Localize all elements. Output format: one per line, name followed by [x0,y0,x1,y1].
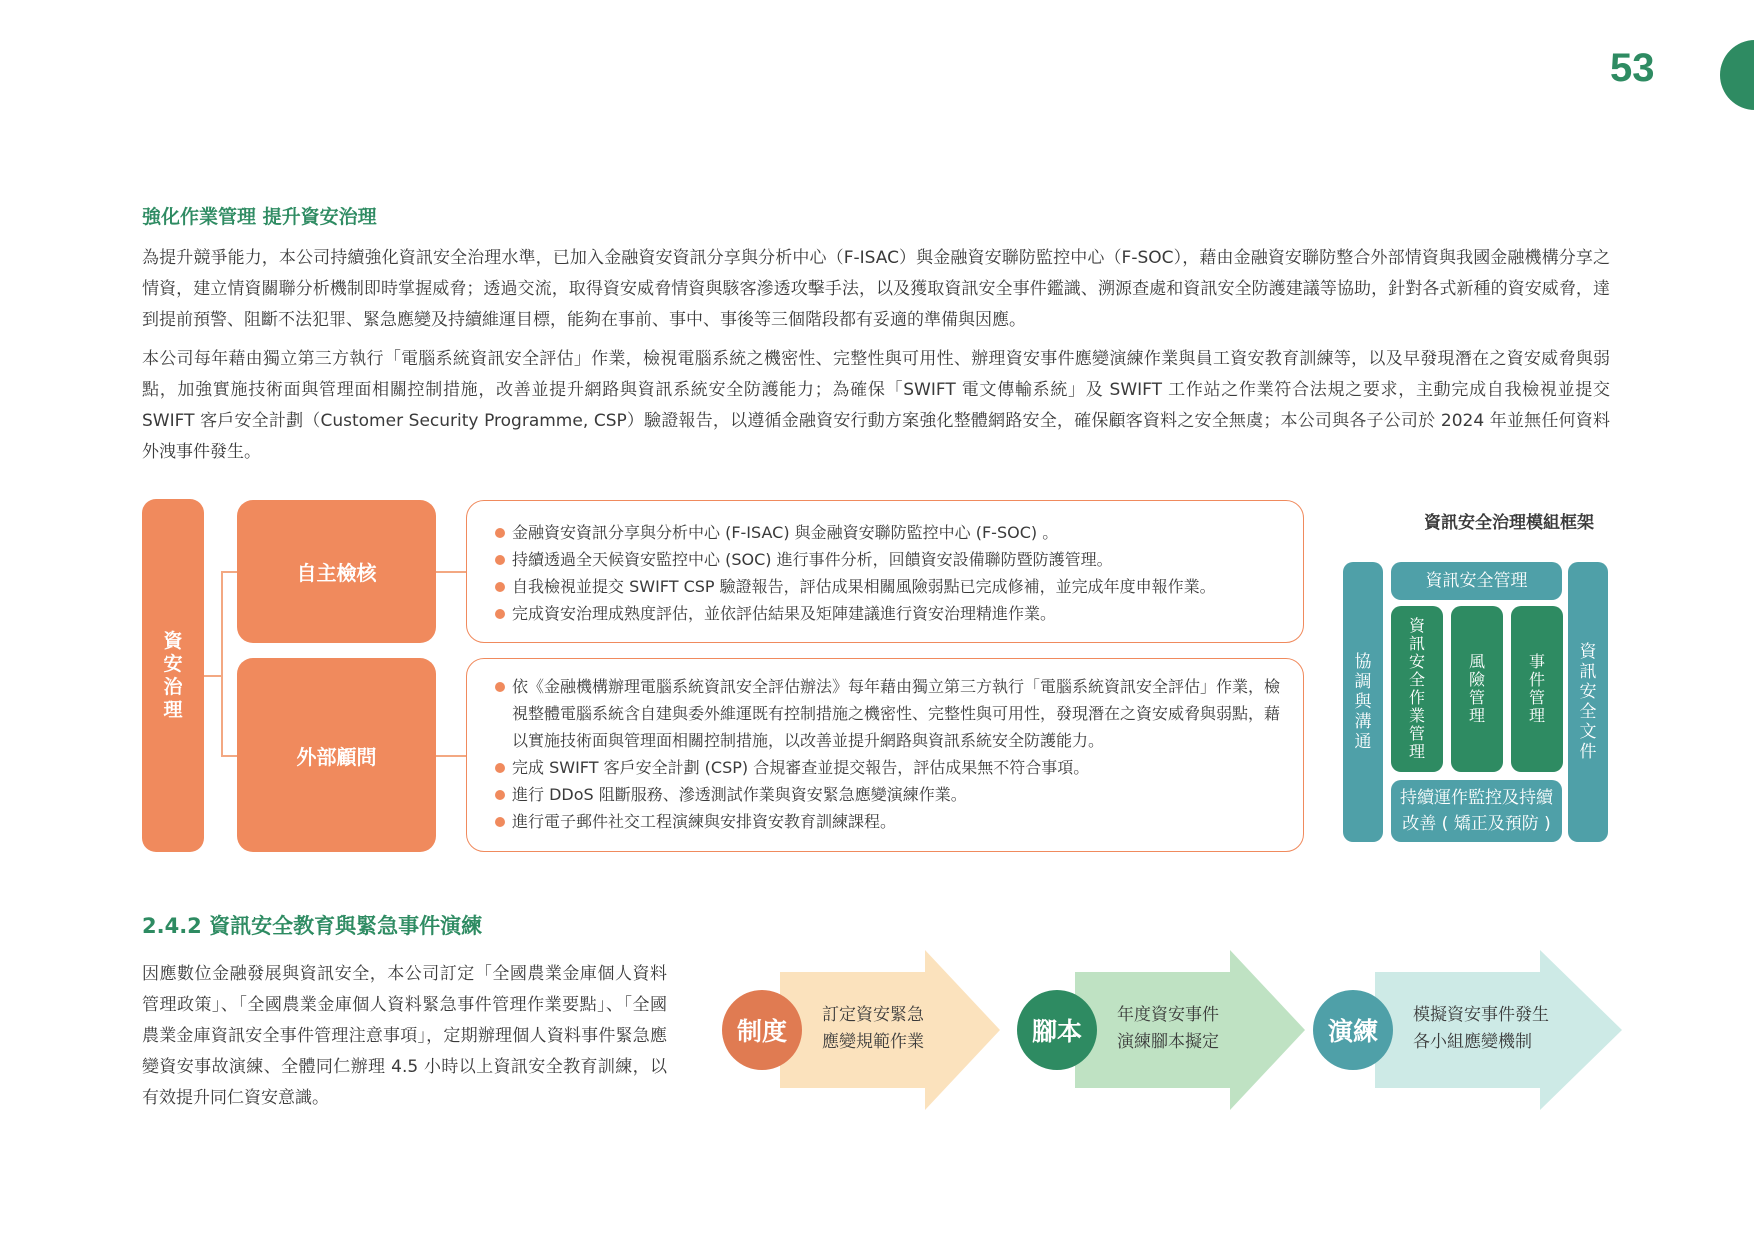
self-audit-details [466,500,1304,643]
list-item: 進行電子郵件社交工程演練與安排資安教育訓練課程。 [495,808,1283,835]
connector-line [204,675,222,677]
list-item: 金融資安資訊分享與分析中心 (F-ISAC) 與金融資安聯防監控中心 (F-SOC) 。 [495,519,1283,546]
list-item: 依《金融機構辦理電腦系統資訊安全評估辦法》每年藉由獨立第三方執行「電腦系統資訊安全評估」作業，檢視整體電腦系統含自建與委外維運既有控制措施之機密性、完整性與可用性，發現潛在之資安威脅與弱點，藉以實施技術面與管理面相關控制措施，以改善並提升網路與資訊系統安全防護能力。 [495,673,1283,754]
list-item: 自我檢視並提交 SWIFT CSP 驗證報告，評估成果相關風險弱點已完成修補，並完成年度申報作業。 [495,573,1283,600]
framework-title: 資訊安全治理模組框架 [1424,513,1594,533]
framework-right-pillar: 資訊安全文件 [1568,562,1608,842]
corner-decoration [1720,40,1754,110]
framework-top-bar: 資訊安全管理 [1391,562,1562,600]
flow-step-2-text: 年度資安事件 演練腳本擬定 [1117,1005,1219,1052]
category-external-consultant: 外部顧問 [237,658,436,852]
external-consultant-details [466,658,1304,852]
framework-bottom-bar: 持續運作監控及持續 改善 ( 矯正及預防 ) [1391,780,1562,842]
connector-line [221,571,237,573]
framework-column-security-ops: 資訊安全作業管理 [1391,606,1443,772]
flow-step-1-text: 訂定資安緊急 應變規範作業 [822,1005,924,1052]
flow-step-3-text: 模擬資安事件發生 各小組應變機制 [1413,1005,1549,1052]
paragraph-1: 為提升競爭能力，本公司持續強化資訊安全治理水準，已加入金融資安資訊分享與分析中心（F-ISAC）與金融資安聯防監控中心（F-SOC），藉由金融資安聯防整合外部情資與我國金融機構分享之情資，建立情資關聯分析機制即時掌握威脅；透過交流，取得資安威脅情資與駭客滲透攻擊手法，以及獲取資訊安全事件鑑識、溯源查處和資訊安全防護建議等協助，針對各式新種的資安威脅，達到提前預警、阻斷不法犯罪、緊急應變及持續維運目標，能夠在事前、事中、事後等三個階段都有妥適的準備與因應。 [142,248,1610,330]
framework-left-pillar: 協調與溝通 [1343,562,1383,842]
paragraph-2: 本公司每年藉由獨立第三方執行「電腦系統資訊安全評估」作業，檢視電腦系統之機密性、完整性與可用性、辦理資安事件應變演練作業與員工資安教育訓練等，以及早發現潛在之資安威脅與弱點，加強實施技術面與管理面相關控制措施，改善並提升網路與資訊系統安全防護能力；為確保「SWIFT 電文傳輸系統」及 SWIFT 工作站之作業符合法規之要求，主動完成自我檢視並提交 SWIFT 客戶安全計劃（Customer Security Programme, CSP）驗證報告，以遵循金融資安行動方案強化整體網路安全，確保顧客資料之安全無虞；本公司與各子公司於 2024 年並無任何資料外洩事件發生。 [142,349,1610,462]
section-title: 強化作業管理 提升資安治理 [142,206,377,228]
framework-column-risk: 風險管理 [1451,606,1503,772]
flow-badge-script: 腳本 [1017,990,1097,1070]
flow-badge-policy: 制度 [722,990,802,1070]
list-item: 進行 DDoS 阻斷服務、滲透測試作業與資安緊急應變演練作業。 [495,781,1283,808]
list-item: 完成資安治理成熟度評估，並依評估結果及矩陣建議進行資安治理精進作業。 [495,600,1283,627]
list-item: 持續透過全天候資安監控中心 (SOC) 進行事件分析，回饋資安設備聯防暨防護管理。 [495,546,1283,573]
category-self-audit: 自主檢核 [237,500,436,643]
connector-line [436,755,466,757]
connector-line [221,571,223,756]
framework-column-incident: 事件管理 [1511,606,1563,772]
flow-badge-drill: 演練 [1313,990,1393,1070]
governance-main-label: 資安治理 [163,630,183,721]
list-item: 完成 SWIFT 客戶安全計劃 (CSP) 合規審查並提交報告，評估成果無不符合事項。 [495,754,1283,781]
page-number: 53 [1610,46,1655,90]
section-heading-2-4-2: 2.4.2 資訊安全教育與緊急事件演練 [142,914,483,938]
connector-line [436,571,466,573]
section-2-4-2-paragraph: 因應數位金融發展與資訊安全，本公司訂定「全國農業金庫個人資料管理政策」、「全國農業金庫個人資料緊急事件管理作業要點」、「全國農業金庫資訊安全事件管理注意事項」，定期辦理個人資料事件緊急應變資安事故演練、全體同仁辦理 4.5 小時以上資訊安全教育訓練，以有效提升同仁資安意識。 [142,964,667,1108]
connector-line [221,755,237,757]
